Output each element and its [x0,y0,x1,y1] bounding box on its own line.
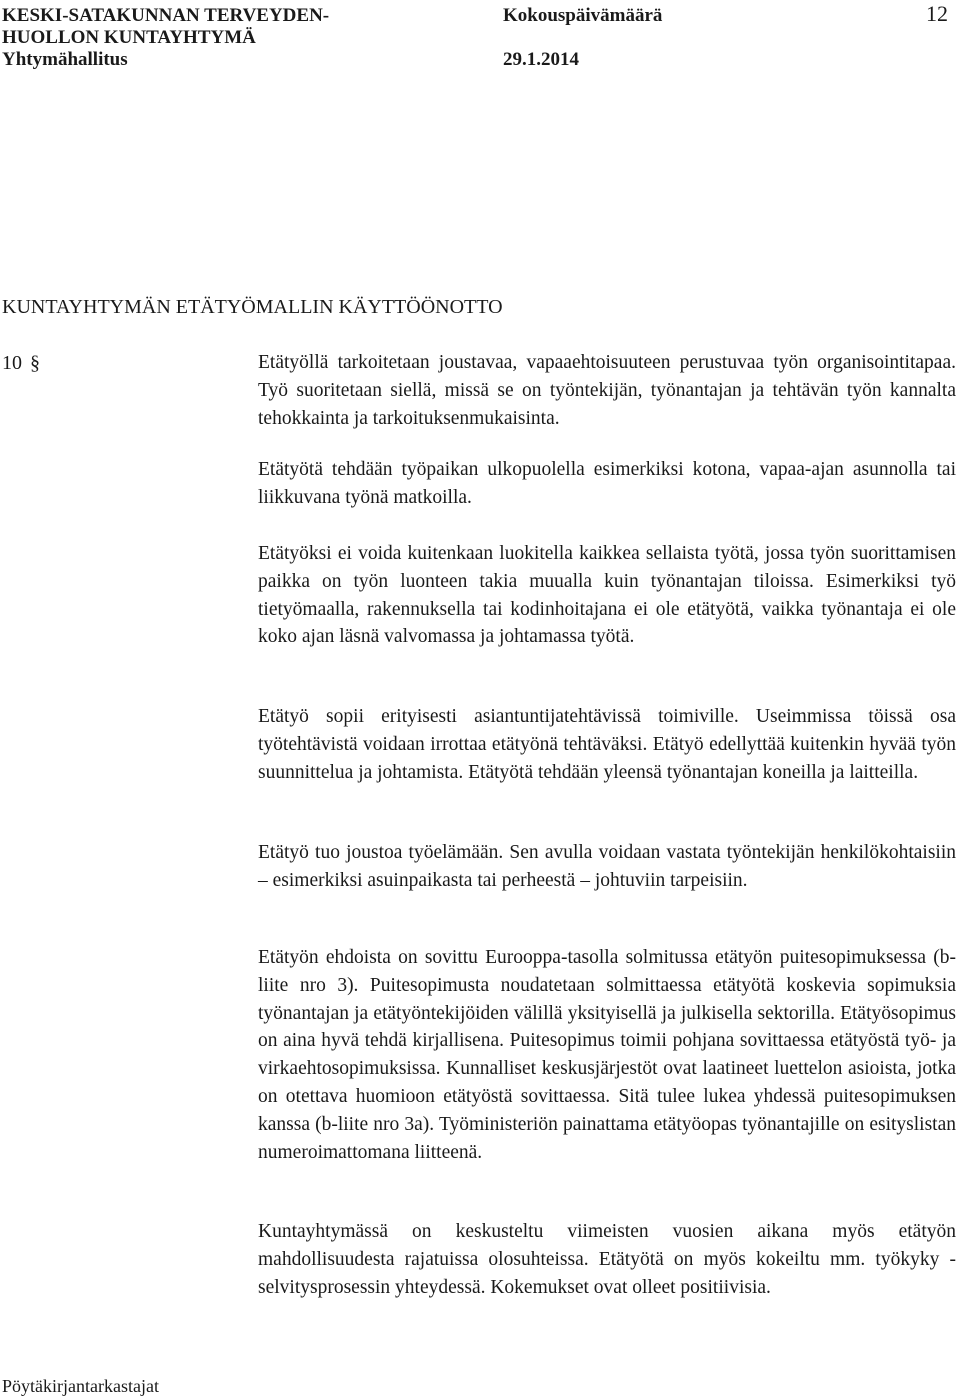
paragraph-text: Etätyö sopii erityisesti asiantuntijatehtävissä toimiville. Useimmissa töissä osa työtehtävistä voidaan irrottaa etätyönä tehtäväksi. Etätyö edellyttää kuitenkin hyvää työn suunnittelua ja johtamista. Etätyötä tehdään yleensä työnantajan koneilla ja laitteilla. [258,706,956,783]
paragraph-5 [258,839,956,895]
section-number-value: 10 [2,352,22,374]
section-title: KUNTAYHTYMÄN ETÄTYÖMALLIN KÄYTTÖÖNOTTO [2,296,503,318]
org-line-1: KESKI-SATAKUNNAN TERVEYDEN- [2,5,330,26]
paragraph-text: Etätyö tuo joustoa työelämään. Sen avulla voidaan vastata työntekijän henkilökohtaisiin – esimerkiksi asuinpaikasta tai perheestä – johtuviin tarpeisiin. [258,842,956,891]
date-label: Kokouspäivämäärä [503,5,663,26]
paragraph-text: Etätyön ehdoista on sovittu Eurooppa-tasolla solmitussa etätyön puitesopimuksessa (b-liite nro 3). Puitesopimusta noudatetaan solmittaessa etätyötä koskevia sopimuksia työnantajan ja etätyöntekijöiden välillä yksityisellä ja julkisella sektorilla. Etätyösopimus on aina hyvä tehdä kirjallisena. Puitesopimus toimii pohjana sovittaessa etätyöstä työ- ja virkaehtosopimuksissa. Kunnalliset keskusjärjestöt ovat laatineet luettelon asioista, jotka on otettava huomioon etätyöstä sovittaessa. Sitä tulee lukea yhdessä puitesopimuksen kanssa (b-liite nro 3a). Työministeriön painattama etätyöopas työnantajille on esityslistan numeroimattomana liitteenä. [258,947,956,1163]
paragraph-1 [258,349,956,432]
paragraph-7 [258,1218,956,1301]
paragraph-text: Etätyöllä tarkoitetaan joustavaa, vapaaehtoisuuteen perustuvaa työn organisointitapaa. Työ suoritetaan siellä, missä se on työntekijän, työnantajan ja tehtävän työn kannalta tehokkainta ja tarkoituksenmukaisinta. [258,352,956,429]
org-line-3: Yhtymähallitus [2,49,128,70]
page-number: 12 [926,1,948,26]
paragraph-text: Etätyöksi ei voida kuitenkaan luokitella kaikkea sellaista työtä, jossa työn suorittamisen paikka on työn luonteen takia muualla kuin työnantajan tiloissa. Esimerkiksi työ tietyömaalla, rakennuksella tai kodinhoitajana ei ole etätyötä, vaikka työnantaja ei ole koko ajan läsnä valvomassa ja johtamassa työtä. [258,543,956,648]
paragraph-4 [258,703,956,786]
date-value: 29.1.2014 [503,49,579,70]
section-symbol: § [30,352,40,374]
footer-signatories-label: Pöytäkirjantarkastajat [2,1376,159,1396]
paragraph-3 [258,540,956,651]
paragraph-2 [258,456,956,512]
org-line-2: HUOLLON KUNTAYHTYMÄ [2,27,256,48]
paragraph-text: Kuntayhtymässä on keskusteltu viimeisten vuosien aikana myös etätyön mahdollisuudesta rajatuissa olosuhteissa. Etätyötä on myös kokeiltu mm. työkyky -selvitysprosessin yhteydessä. Kokemukset ovat olleet positiivisia. [258,1221,956,1298]
paragraph-6 [258,944,956,1166]
paragraph-text: Etätyötä tehdään työpaikan ulkopuolella esimerkiksi kotona, vapaa-ajan asunnolla tai liikkuvana työnä matkoilla. [258,459,956,508]
header-organization [2,5,329,71]
section-number [2,351,45,375]
header-meeting-date [503,5,662,71]
